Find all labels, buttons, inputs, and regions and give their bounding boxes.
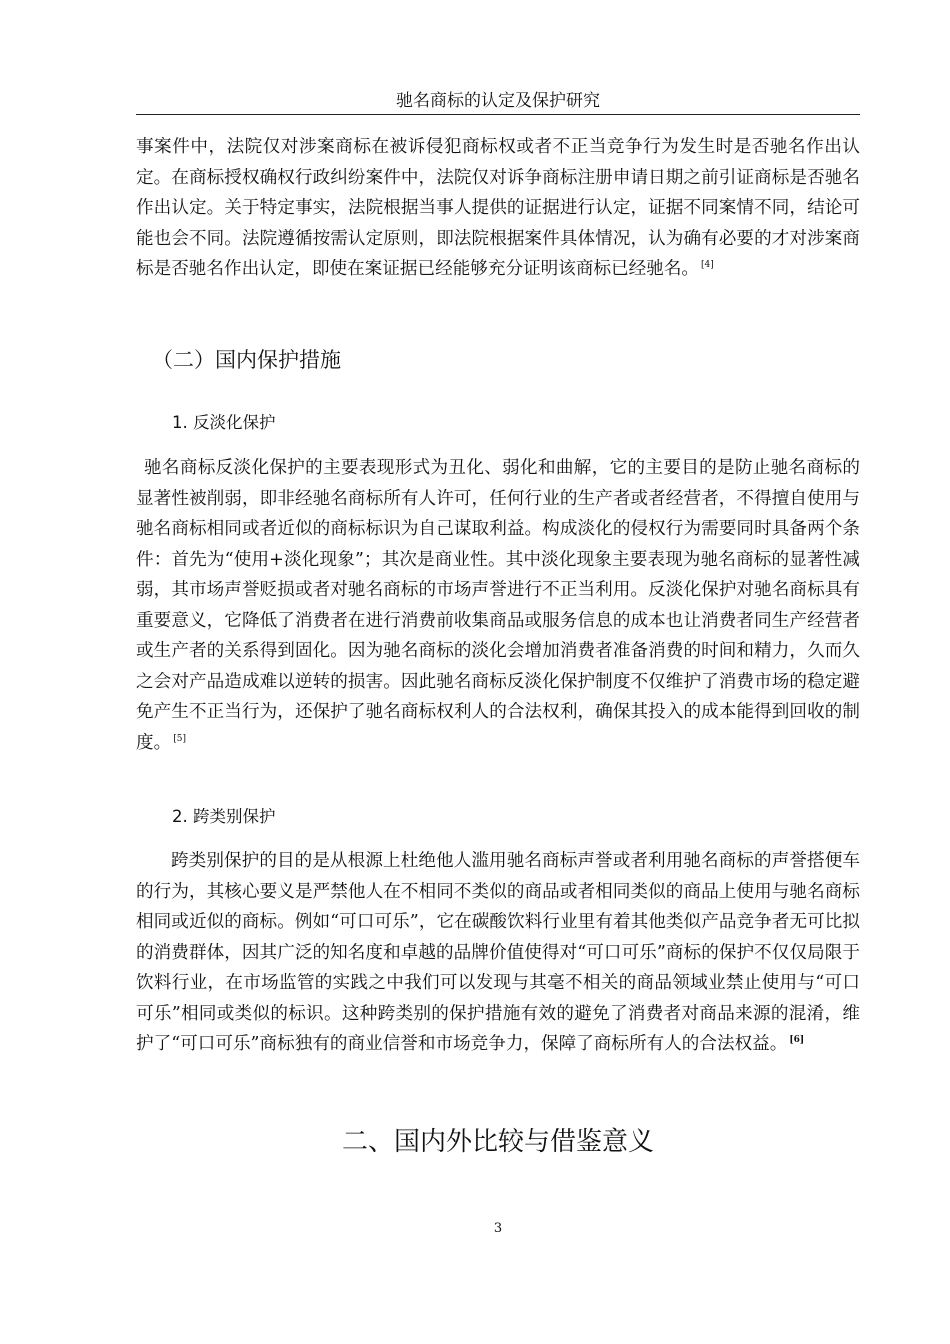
citation-ref: [5]	[173, 733, 186, 744]
paragraph-continued	[136, 132, 860, 285]
paragraph-anti-dilution	[136, 453, 860, 758]
page-number: 3	[493, 1221, 503, 1236]
citation-ref: [6]	[789, 1035, 805, 1046]
paragraph-cross-category	[136, 846, 860, 1060]
paragraph-text: 事案件中，法院仅对涉案商标在被诉侵犯商标权或者不正当竞争行为发生时是否驰名作出认定。在商标授权确权行政纠纷案件中，法院仅对诉争商标注册申请日期之前引证商标是否驰名作出认定。关于特定事实，法院根据当事人提供的证据进行认定，证据不同案情不同，结论可能也会不同。法院遵循按需认定原则，即法院根据案件具体情况，认为确有必要的才对涉案商标是否驰名作出认定，即使在案证据已经能够充分证明该商标已经驰名。	[136, 137, 860, 279]
running-header: 驰名商标的认定及保护研究	[396, 91, 600, 111]
section-heading: （二）国内保护措施	[152, 348, 341, 372]
paragraph-text: 跨类别保护的目的是从根源上杜绝他人滥用驰名商标声誉或者利用驰名商标的声誉搭便车的行为，其核心要义是严禁他人在不相同不类似的商品或者相同类似的商品上使用与驰名商标相同或近似的商标。例如“可口可乐”，它在碳酸饮料行业里有着其他类似产品竞争者无可比拟的消费群体，因其广泛的知名度和卓越的品牌价值使得对“可口可乐”商标的保护不仅仅局限于饮料行业，在市场监管的实践之中我们可以发现与其毫不相关的商品领域业禁止使用与“可口可乐”相同或类似的标识。这种跨类别的保护措施有效的避免了消费者对商品来源的混淆，维护了“可口可乐”商标独有的商业信誉和市场竞争力，保障了商标所有人的合法权益。	[136, 851, 860, 1054]
header-rule	[136, 114, 860, 115]
subsection-heading-anti-dilution: 1. 反淡化保护	[172, 413, 276, 432]
citation-ref: [4]	[701, 260, 714, 271]
paragraph-text: 驰名商标反淡化保护的主要表现形式为丑化、弱化和曲解，它的主要目的是防止驰名商标的显著性被削弱，即非经驰名商标所有人许可，任何行业的生产者或者经营者，不得擅自使用与驰名商标相同或者近似的商标标识为自己谋取利益。构成淡化的侵权行为需要同时具备两个条件：首先为“使用+淡化现象”；其次是商业性。其中淡化现象主要表现为驰名商标的显著性减弱，其市场声誉贬损或者对驰名商标的市场声誉进行不正当利用。反淡化保护对驰名商标具有重要意义，它降低了消费者在进行消费前收集商品或服务信息的成本也让消费者同生产经营者或生产者的关系得到固化。因为驰名商标的淡化会增加消费者准备消费的时间和精力，久而久之会对产品造成难以逆转的损害。因此驰名商标反淡化保护制度不仅维护了消费市场的稳定避免产生不正当行为，还保护了驰名商标权利人的合法权利，确保其投入的成本能得到回收的制度。	[136, 458, 860, 753]
chapter-heading: 二、国内外比较与借鉴意义	[341, 1127, 654, 1157]
subsection-heading-cross-category: 2. 跨类别保护	[172, 807, 276, 826]
